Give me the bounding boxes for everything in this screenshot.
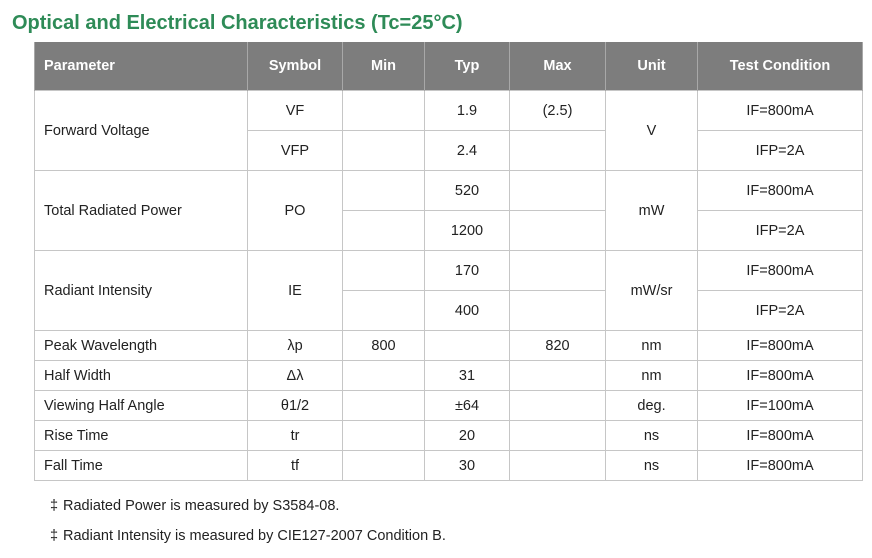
cell-symbol: tr <box>248 421 343 451</box>
cell-min <box>343 171 425 211</box>
table-row <box>35 91 863 131</box>
footnote <box>50 491 446 521</box>
cell-symbol: λp <box>248 331 343 361</box>
header-unit: Unit <box>606 42 698 91</box>
cell-max <box>510 361 606 391</box>
cell-min <box>343 391 425 421</box>
cell-typ: 31 <box>425 361 510 391</box>
cell-min <box>343 91 425 131</box>
cell-condition: IF=800mA <box>698 171 863 211</box>
cell-parameter: Half Width <box>35 361 248 391</box>
footnotes <box>50 491 446 551</box>
cell-min: 800 <box>343 331 425 361</box>
table-row <box>35 421 863 451</box>
cell-condition: IFP=2A <box>698 211 863 251</box>
cell-typ: 1200 <box>425 211 510 251</box>
cell-parameter: Radiant Intensity <box>35 251 248 331</box>
cell-max <box>510 171 606 211</box>
cell-max: (2.5) <box>510 91 606 131</box>
footnote-text: Radiant Intensity is measured by CIE127-2007 Condition B. <box>63 528 446 544</box>
cell-parameter: Forward Voltage <box>35 91 248 171</box>
header-typ: Typ <box>425 42 510 91</box>
cell-condition: IF=800mA <box>698 421 863 451</box>
table-header-row <box>35 42 863 91</box>
cell-typ: 400 <box>425 291 510 331</box>
cell-condition: IFP=2A <box>698 131 863 171</box>
cell-parameter: Fall Time <box>35 451 248 481</box>
double-dagger-icon: ‡ <box>50 528 59 544</box>
cell-min <box>343 421 425 451</box>
cell-typ: 170 <box>425 251 510 291</box>
cell-unit: nm <box>606 331 698 361</box>
cell-parameter: Total Radiated Power <box>35 171 248 251</box>
cell-min <box>343 361 425 391</box>
cell-max: 820 <box>510 331 606 361</box>
cell-max <box>510 451 606 481</box>
cell-symbol: VF <box>248 91 343 131</box>
cell-min <box>343 451 425 481</box>
cell-symbol: Δλ <box>248 361 343 391</box>
cell-parameter: Peak Wavelength <box>35 331 248 361</box>
cell-max <box>510 421 606 451</box>
cell-typ: ±64 <box>425 391 510 421</box>
cell-max <box>510 291 606 331</box>
cell-parameter: Rise Time <box>35 421 248 451</box>
table-row <box>35 361 863 391</box>
cell-condition: IF=800mA <box>698 251 863 291</box>
cell-min <box>343 291 425 331</box>
cell-typ: 520 <box>425 171 510 211</box>
double-dagger-icon: ‡ <box>50 498 59 514</box>
cell-symbol: tf <box>248 451 343 481</box>
header-min: Min <box>343 42 425 91</box>
cell-condition: IFP=2A <box>698 291 863 331</box>
table-row <box>35 391 863 421</box>
cell-max <box>510 131 606 171</box>
cell-typ: 20 <box>425 421 510 451</box>
cell-condition: IF=100mA <box>698 391 863 421</box>
cell-unit: V <box>606 91 698 171</box>
header-max: Max <box>510 42 606 91</box>
header-symbol: Symbol <box>248 42 343 91</box>
characteristics-table <box>34 42 863 481</box>
cell-max <box>510 251 606 291</box>
cell-typ: 30 <box>425 451 510 481</box>
cell-typ <box>425 331 510 361</box>
cell-parameter: Viewing Half Angle <box>35 391 248 421</box>
cell-max <box>510 391 606 421</box>
cell-min <box>343 251 425 291</box>
cell-unit: mW/sr <box>606 251 698 331</box>
header-test-condition: Test Condition <box>698 42 863 91</box>
cell-symbol: PO <box>248 171 343 251</box>
table-row <box>35 251 863 291</box>
cell-symbol: θ1/2 <box>248 391 343 421</box>
cell-condition: IF=800mA <box>698 331 863 361</box>
cell-symbol: VFP <box>248 131 343 171</box>
table-row <box>35 331 863 361</box>
footnote-text: Radiated Power is measured by S3584-08. <box>63 498 340 514</box>
cell-unit: ns <box>606 451 698 481</box>
cell-min <box>343 131 425 171</box>
page-title: Optical and Electrical Characteristics (Tc=25°C) <box>12 12 463 34</box>
table-row <box>35 451 863 481</box>
cell-condition: IF=800mA <box>698 361 863 391</box>
cell-symbol: IE <box>248 251 343 331</box>
cell-typ: 1.9 <box>425 91 510 131</box>
cell-condition: IF=800mA <box>698 451 863 481</box>
footnote <box>50 521 446 551</box>
cell-min <box>343 211 425 251</box>
cell-typ: 2.4 <box>425 131 510 171</box>
cell-unit: deg. <box>606 391 698 421</box>
cell-unit: ns <box>606 421 698 451</box>
cell-condition: IF=800mA <box>698 91 863 131</box>
cell-unit: nm <box>606 361 698 391</box>
table-row <box>35 171 863 211</box>
cell-unit: mW <box>606 171 698 251</box>
header-parameter: Parameter <box>35 42 248 91</box>
cell-max <box>510 211 606 251</box>
